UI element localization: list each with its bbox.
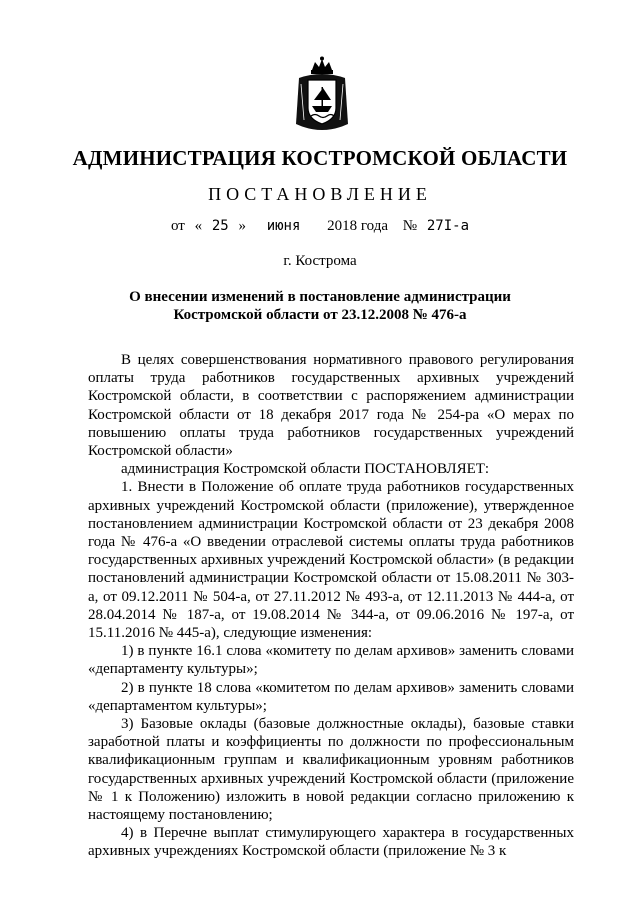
- subclause-3-paragraph: 3) Базовые оклады (базовые должностные оклады), базовые ставки заработной платы и коэффициенты по должности по профессиональным квалификационным группам и квалификационным уровням работников государственных архивных учреждений Костромской области (приложение № 1 к Положению) изложить в новой редакции согласно приложению к настоящему постановлению;: [88, 716, 574, 824]
- document-type: ПОСТАНОВЛЕНИЕ: [208, 184, 432, 204]
- clause-1-paragraph: 1. Внести в Положение об оплате труда работников государственных архивных учреждений Костромской области (приложение), утвержденное постановлением администрации Костромской области от 23 декабря 2008 года № 476-а «О введении отраслевой системы оплаты труда работников государственных архивных учреждений Костромской области» (в редакции постановлений администрации Костромской области от 15.08.2011 № 303-а, от 09.12.2011 № 504-а, от 27.11.2012 № 493-а, от 12.11.2013 № 444-а, от 28.04.2014 № 187-а, от 19.08.2014 № 344-а, от 09.06.2016 № 197-а, от 15.11.2016 № 445-а), следующие изменения:: [88, 479, 574, 642]
- date-close-quote: »: [238, 218, 246, 234]
- document-body: [88, 351, 574, 861]
- preamble-paragraph: В целях совершенствования нормативного правового регулирования оплаты труда работников государственных архивных учреждений Костромской области, в соответствии с распоряжением администрации Костромской области от 18 декабря 2017 года № 254-ра «О мерах по повышению оплаты труда работников государственных учреждений Костромской области»: [88, 352, 574, 460]
- date-month: июня: [266, 218, 301, 234]
- number-label: №: [402, 218, 418, 234]
- date-day: 25: [211, 218, 229, 234]
- date-year: 2018 года: [327, 218, 389, 234]
- title-line-2: Костромской области от 23.12.2008 № 476-а: [173, 307, 467, 323]
- subclause-1-paragraph: 1) в пункте 16.1 слова «комитету по делам архивов» заменить словами «департаменту культуры»;: [88, 643, 574, 678]
- agency-name: АДМИНИСТРАЦИЯ КОСТРОМСКОЙ ОБЛАСТИ: [72, 146, 568, 170]
- coat-of-arms-icon: [293, 56, 351, 136]
- date-line: [0, 218, 640, 235]
- title-line-1: О внесении изменений в постановление администрации: [129, 289, 511, 305]
- city: г. Кострома: [283, 253, 357, 269]
- subclause-4-paragraph: 4) в Перечне выплат стимулирующего характера в государственных архивных учреждениях Костромской области (приложение № 3 к: [88, 825, 574, 860]
- date-open-quote: «: [194, 218, 203, 234]
- date-prefix: от: [170, 218, 185, 234]
- document-title: [0, 288, 640, 324]
- subclause-2-paragraph: 2) в пункте 18 слова «комитетом по делам архивов» заменить словами «департаментом культуры»;: [88, 679, 574, 714]
- resolution-paragraph: администрация Костромской области ПОСТАНОВЛЯЕТ:: [121, 461, 490, 478]
- document-number: 27I-а: [426, 218, 470, 234]
